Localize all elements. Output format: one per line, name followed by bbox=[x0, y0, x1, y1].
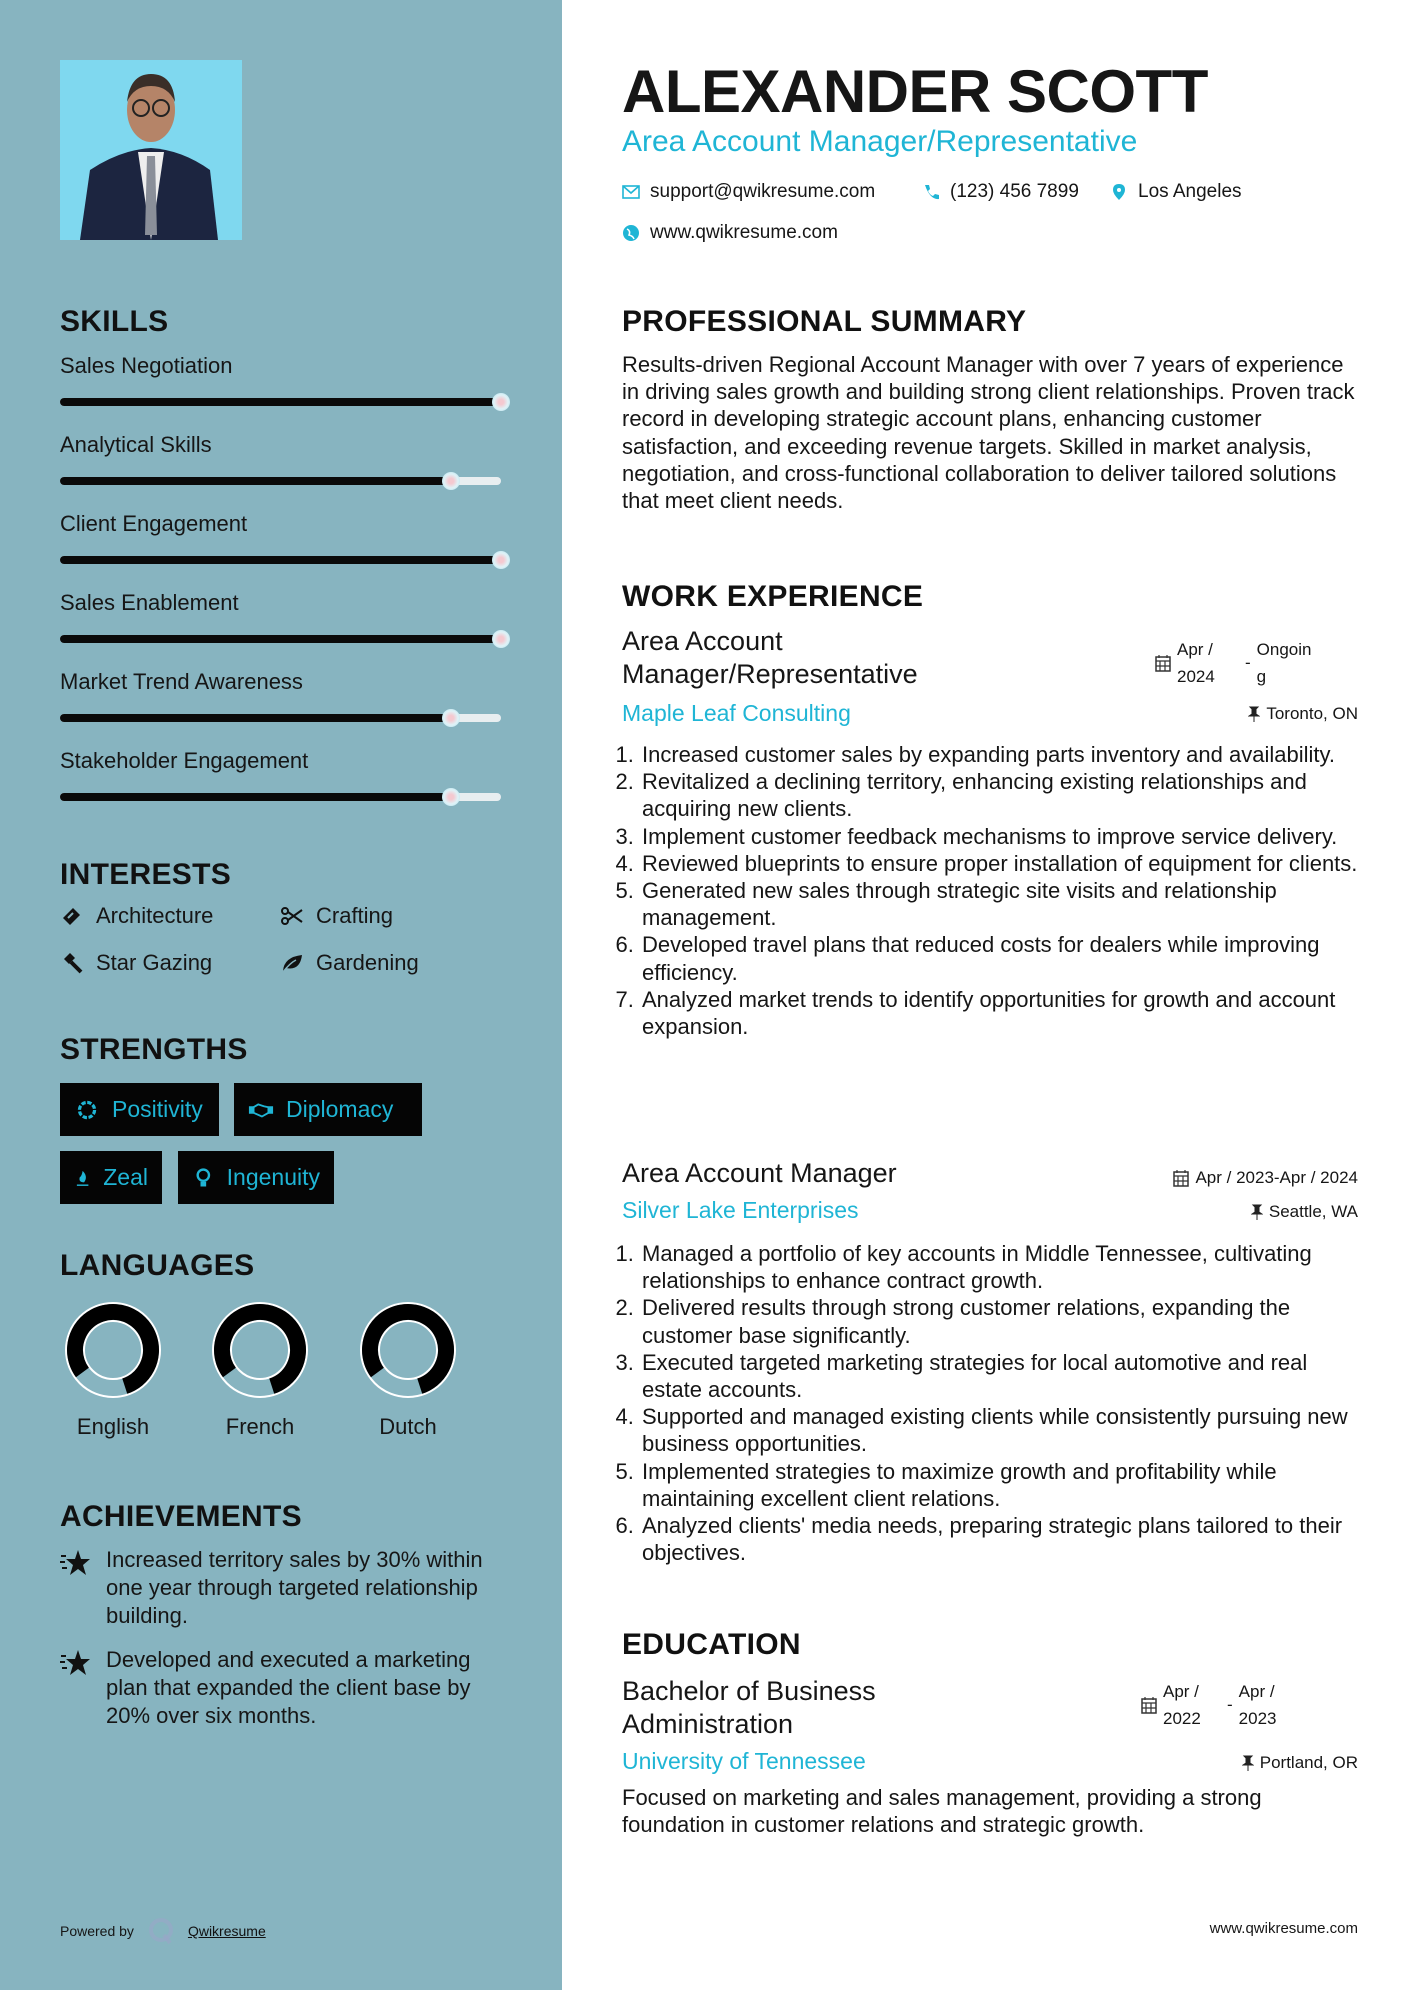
skill-bar-knob bbox=[442, 788, 460, 806]
summary-text: Results-driven Regional Account Manager with over 7 years of experience in driving sales growth and building strong client relationships. Proven track record in developing strategic account plans, enhancing customer satisfaction, and exceeding revenue targets. Skilled in market analysis, negotiation, and cross-functional collaboration to deliver tailored solutions that meet client needs. bbox=[622, 352, 1355, 514]
strength-tag: Positivity bbox=[60, 1083, 219, 1136]
skill-name: Analytical Skills bbox=[60, 432, 212, 457]
calendar-icon bbox=[1155, 654, 1171, 672]
pushpin-icon bbox=[1251, 1204, 1263, 1220]
globe-icon bbox=[622, 224, 640, 242]
contact-email: support@qwikresume.com bbox=[622, 181, 875, 203]
envelope-icon bbox=[622, 183, 640, 201]
map-pin-icon bbox=[1110, 183, 1128, 201]
star-award-icon bbox=[60, 1648, 92, 1678]
pushpin-icon bbox=[1248, 706, 1260, 722]
education-dates: Apr / 2022 - Apr / 2023 bbox=[1141, 1678, 1297, 1732]
skill-bar bbox=[60, 635, 501, 643]
skill-bar-fill bbox=[60, 398, 501, 406]
job-location: Toronto, ON bbox=[1248, 704, 1358, 724]
handshake-icon bbox=[248, 1097, 274, 1123]
language-donut bbox=[210, 1300, 310, 1400]
school-name: University of Tennessee bbox=[622, 1748, 866, 1774]
job-bullet: 4. Reviewed blueprints to ensure proper installation of equipment for clients. bbox=[640, 850, 1362, 877]
language-name: French bbox=[225, 1414, 295, 1439]
language-donut bbox=[63, 1300, 163, 1400]
contact-location: Los Angeles bbox=[1110, 181, 1242, 203]
sidebar bbox=[0, 0, 562, 1990]
skill-bar-fill bbox=[60, 714, 451, 722]
skill-bar bbox=[60, 477, 501, 485]
ruler-pencil-icon bbox=[60, 904, 84, 928]
skill-bar-knob bbox=[492, 393, 510, 411]
language-name: Dutch bbox=[379, 1414, 437, 1439]
job-bullet: 3. Executed targeted marketing strategies for local automotive and real estate accounts. bbox=[640, 1349, 1362, 1403]
candidate-name: ALEXANDER SCOTT bbox=[622, 58, 1208, 125]
skill-bar-knob bbox=[442, 709, 460, 727]
strength-tag: Zeal bbox=[60, 1151, 162, 1204]
skill-name: Market Trend Awareness bbox=[60, 669, 303, 694]
job-bullet: 4. Supported and managed existing clients while consistently pursuing new business opportunities. bbox=[640, 1403, 1362, 1457]
skills-heading: SKILLS bbox=[60, 305, 169, 338]
contact-website: www.qwikresume.com bbox=[622, 222, 838, 244]
languages-heading: LANGUAGES bbox=[60, 1249, 255, 1282]
education-heading: EDUCATION bbox=[622, 1628, 801, 1661]
qwikresume-link[interactable]: Qwikresume bbox=[187, 1923, 266, 1939]
skill-bar-knob bbox=[442, 472, 460, 490]
achievement-item: Increased territory sales by 30% within one year through targeted relationship building. bbox=[60, 1546, 500, 1630]
skill-name: Client Engagement bbox=[60, 511, 248, 536]
interest-star-gazing: Star Gazing bbox=[60, 950, 212, 976]
pushpin-icon bbox=[1242, 1755, 1254, 1771]
job-bullet: 7. Analyzed market trends to identify opportunities for growth and account expansion. bbox=[640, 986, 1362, 1040]
language-name: English bbox=[76, 1414, 150, 1439]
job-bullet: 1. Increased customer sales by expanding parts inventory and availability. bbox=[640, 741, 1362, 768]
lightbulb-icon bbox=[192, 1165, 215, 1191]
job-bullets bbox=[622, 741, 1362, 1040]
summary-heading: PROFESSIONAL SUMMARY bbox=[622, 305, 1027, 338]
interest-architecture: Architecture bbox=[60, 903, 213, 929]
skill-bar bbox=[60, 556, 501, 564]
language-item bbox=[43, 1300, 183, 1440]
leaf-icon bbox=[280, 951, 304, 975]
skill-item bbox=[60, 510, 502, 589]
interests-heading: INTERESTS bbox=[60, 858, 232, 891]
star-award-icon bbox=[60, 1548, 92, 1578]
skill-item bbox=[60, 431, 502, 510]
skill-bar-knob bbox=[492, 551, 510, 569]
footer-website[interactable]: www.qwikresume.com bbox=[1209, 1920, 1358, 1937]
interest-crafting: Crafting bbox=[280, 903, 393, 929]
interest-gardening: Gardening bbox=[280, 950, 419, 976]
job-title: Area Account Manager/Representative bbox=[622, 626, 918, 689]
language-donut bbox=[358, 1300, 458, 1400]
phone-icon bbox=[922, 183, 940, 201]
skill-bar-knob bbox=[492, 630, 510, 648]
language-item bbox=[338, 1300, 478, 1440]
job-bullet: 1. Managed a portfolio of key accounts in Middle Tennessee, cultivating relationships to enhance contract growth. bbox=[640, 1240, 1362, 1294]
skill-name: Sales Enablement bbox=[60, 590, 239, 615]
job-bullets bbox=[622, 1240, 1362, 1566]
achievements-heading: ACHIEVEMENTS bbox=[60, 1500, 302, 1533]
flame-icon bbox=[74, 1165, 91, 1191]
job-bullet: 2. Revitalized a declining territory, enhancing existing relationships and acquiring new clients. bbox=[640, 768, 1362, 822]
job-location: Seattle, WA bbox=[1251, 1202, 1358, 1222]
job-dates: Apr / 2023-Apr / 2024 bbox=[1173, 1168, 1358, 1188]
scissors-icon bbox=[280, 904, 304, 928]
experience-heading: WORK EXPERIENCE bbox=[622, 580, 924, 613]
job-bullet: 3. Implement customer feedback mechanisms to improve service delivery. bbox=[640, 823, 1362, 850]
job-bullet: 5. Implemented strategies to maximize growth and profitability while maintaining excellent client relations. bbox=[640, 1458, 1362, 1512]
degree: Bachelor of Business Administration bbox=[622, 1676, 876, 1739]
job-title: Area Account Manager bbox=[622, 1158, 897, 1188]
education-text: Focused on marketing and sales management, providing a strong foundation in customer relations and strategic growth. bbox=[622, 1785, 1262, 1838]
skill-name: Sales Negotiation bbox=[60, 353, 233, 378]
skill-item bbox=[60, 589, 502, 668]
skill-item bbox=[60, 352, 502, 431]
gavel-icon bbox=[60, 951, 84, 975]
calendar-icon bbox=[1141, 1696, 1157, 1714]
strength-tag: Diplomacy bbox=[234, 1083, 422, 1136]
company-name: Silver Lake Enterprises bbox=[622, 1197, 859, 1223]
skill-bar-fill bbox=[60, 477, 451, 485]
powered-by: Powered by Qwikresume bbox=[60, 1917, 266, 1945]
calendar-icon bbox=[1173, 1169, 1189, 1187]
education-location: Portland, OR bbox=[1242, 1753, 1358, 1773]
skill-bar bbox=[60, 714, 501, 722]
qwikresume-logo-icon bbox=[148, 1917, 174, 1945]
skill-bar bbox=[60, 793, 501, 801]
skill-item bbox=[60, 747, 502, 826]
skill-bar-fill bbox=[60, 635, 501, 643]
strength-tag: Ingenuity bbox=[178, 1151, 334, 1204]
job-bullet: 6. Analyzed clients' media needs, preparing strategic plans tailored to their objectives. bbox=[640, 1512, 1362, 1566]
skill-bar-fill bbox=[60, 556, 501, 564]
language-item bbox=[190, 1300, 330, 1440]
job-bullet: 5. Generated new sales through strategic site visits and relationship management. bbox=[640, 877, 1362, 931]
job-bullet: 2. Delivered results through strong customer relations, expanding the customer base significantly. bbox=[640, 1294, 1362, 1348]
job-bullet: 6. Developed travel plans that reduced costs for dealers while improving efficiency. bbox=[640, 931, 1362, 985]
strengths-heading: STRENGTHS bbox=[60, 1033, 248, 1066]
contact-phone: (123) 456 7899 bbox=[922, 181, 1079, 203]
candidate-title: Area Account Manager/Representative bbox=[622, 125, 1138, 158]
achievement-item: Developed and executed a marketing plan that expanded the client base by 20% over six months. bbox=[60, 1646, 500, 1730]
skill-name: Stakeholder Engagement bbox=[60, 748, 309, 773]
profile-photo bbox=[60, 60, 242, 240]
gear-icon bbox=[74, 1097, 100, 1123]
skill-bar bbox=[60, 398, 501, 406]
skill-bar-fill bbox=[60, 793, 451, 801]
company-name: Maple Leaf Consulting bbox=[622, 700, 851, 726]
job-dates: Apr / 2024 - Ongoing bbox=[1155, 636, 1319, 690]
skill-item bbox=[60, 668, 502, 747]
